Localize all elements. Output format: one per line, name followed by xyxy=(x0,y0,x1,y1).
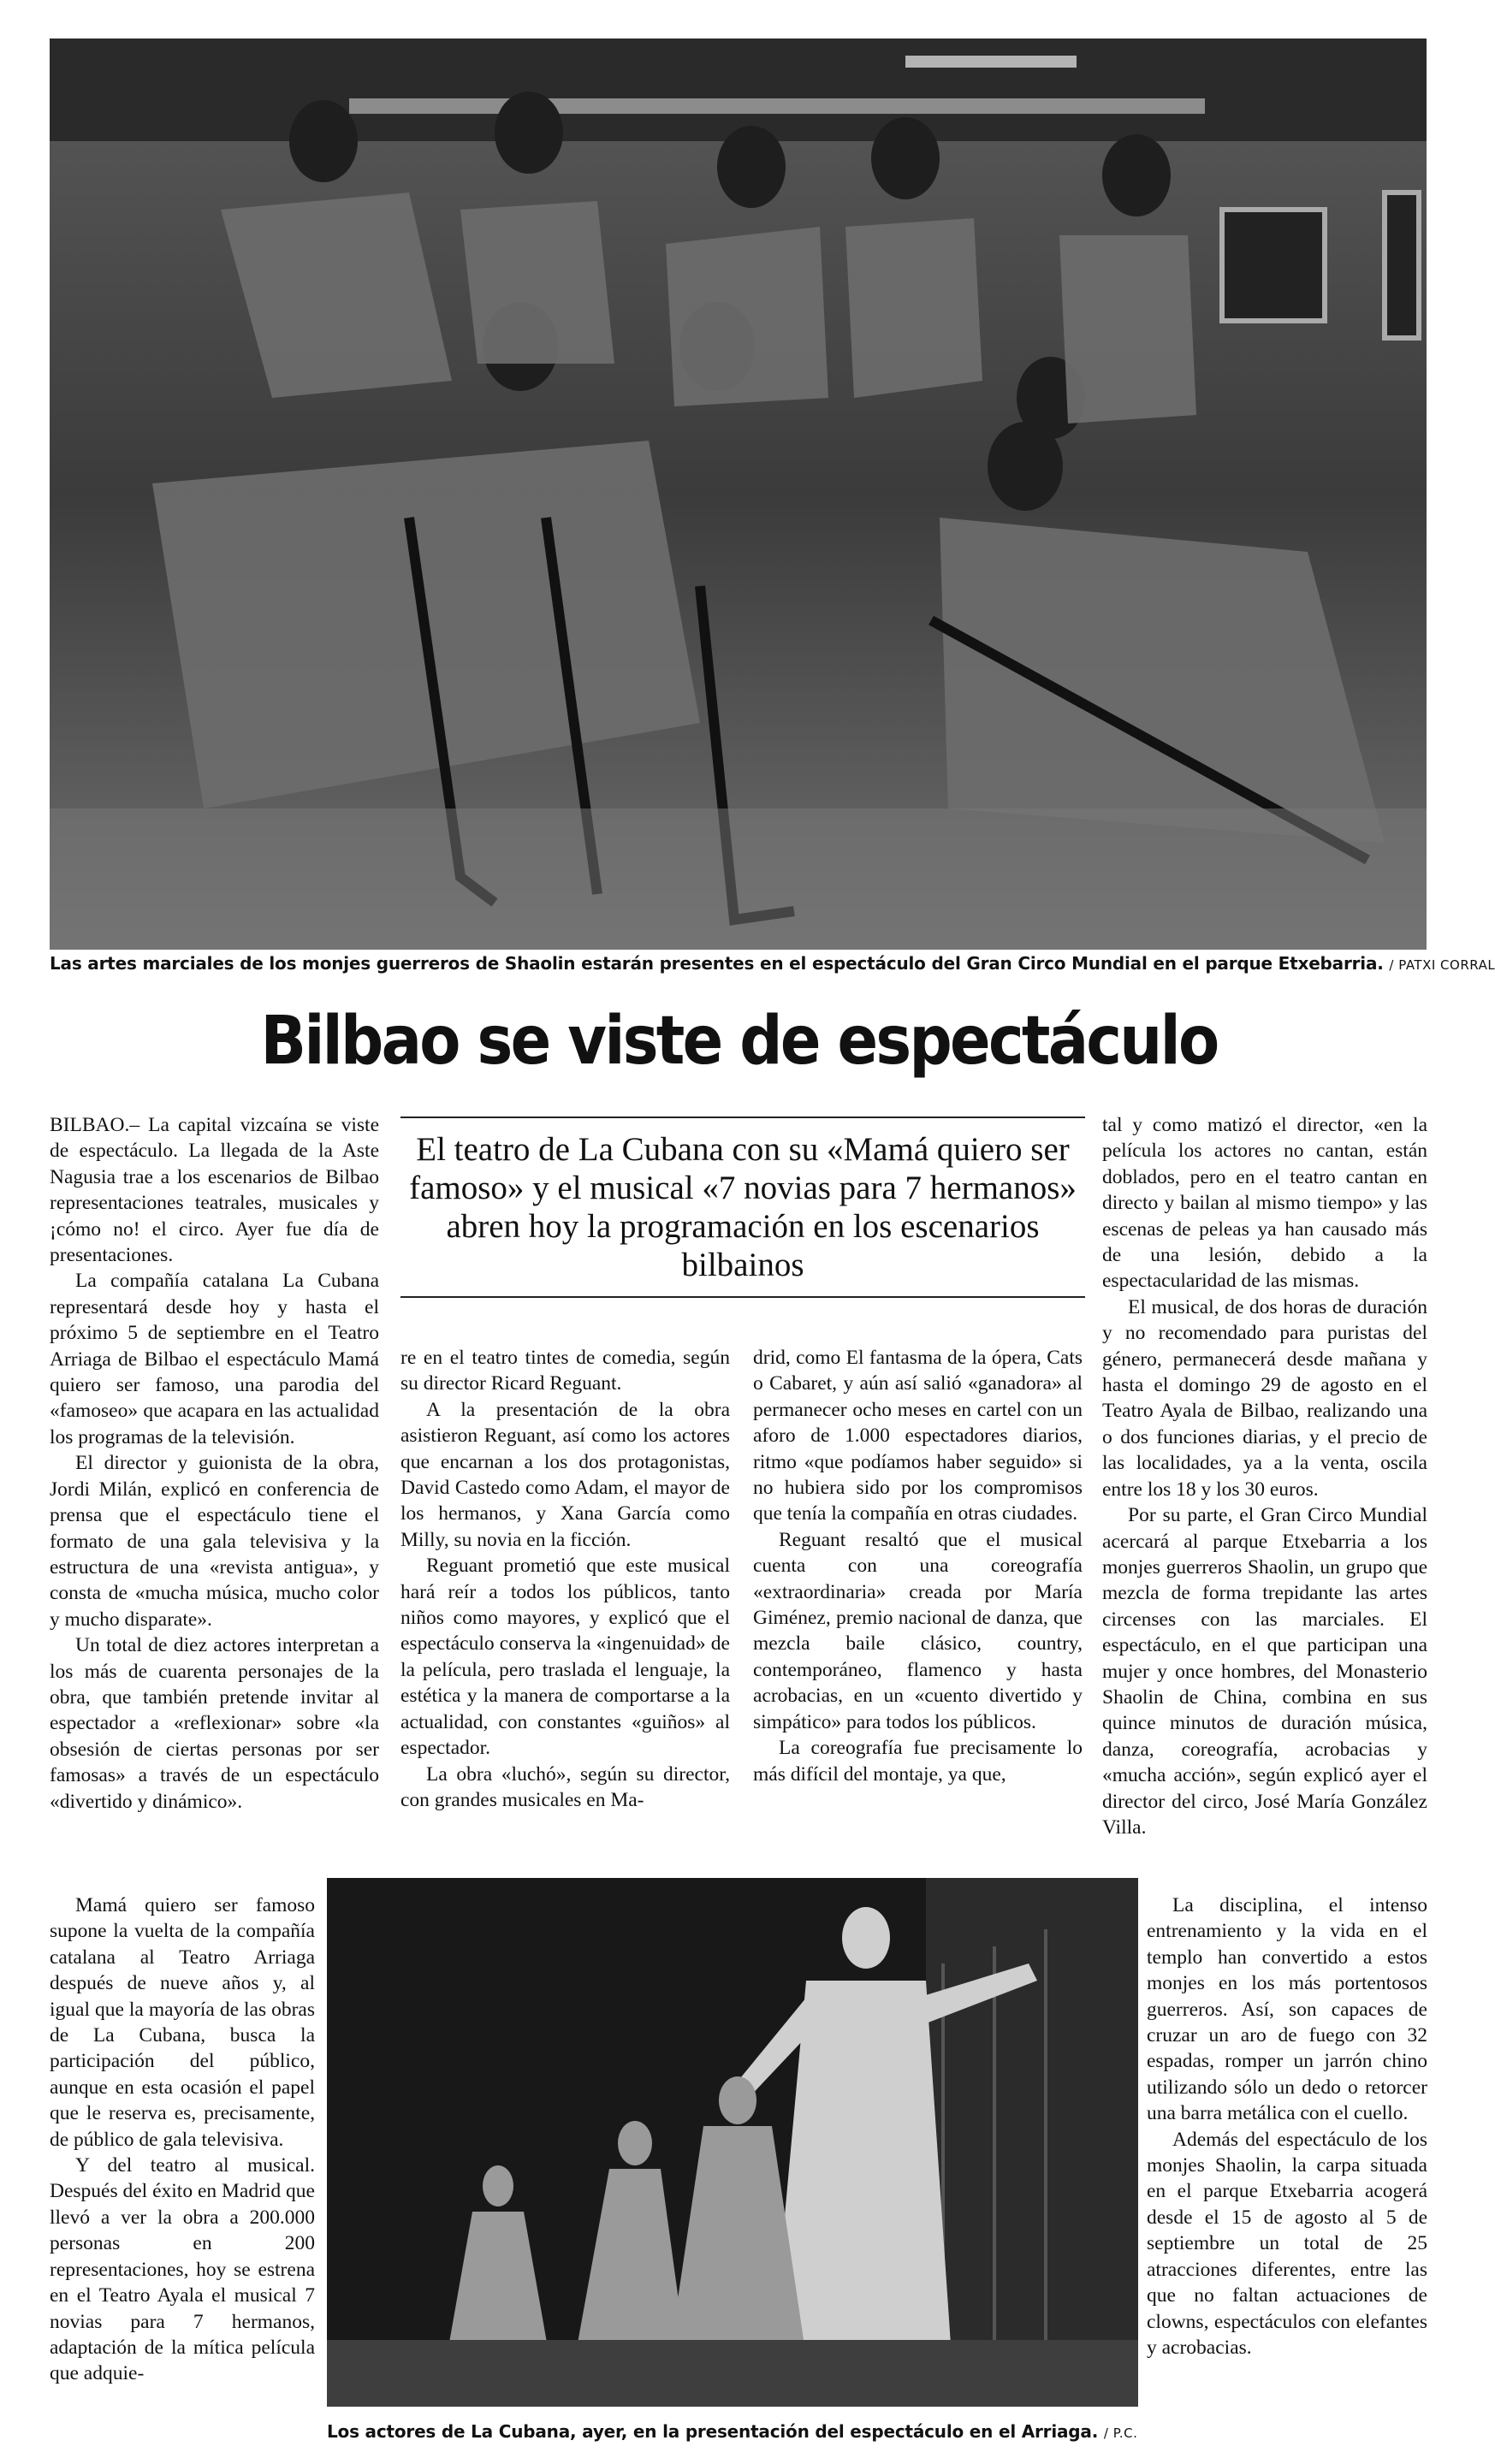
paragraph: Reguant prometió que este musical hará reír a todos los públicos, tanto niños como mayores, y explicó que el espectáculo conserva la «ingenuidad» de la película, pero traslada el lenguaje, la estética y la manera de comportarse a la actualidad, con constantes «guiños» al espectador. xyxy=(400,1555,730,1760)
paragraph: La compañía catalana La Cubana representará desde hoy y hasta el próximo 5 de septiembre en el Teatro Arriaga de Bilbao el espectáculo Mamá quiero ser famoso, una parodia del «famoseo» que acapara en las actualidad los programas de la televisión. xyxy=(50,1270,379,1448)
bottom-photo xyxy=(327,1878,1138,2407)
top-photo xyxy=(50,38,1427,950)
bottom-caption-credit: / P.C. xyxy=(1103,2426,1138,2441)
headline: Bilbao se viste de espectáculo xyxy=(260,1003,1218,1080)
paragraph: La obra «luchó», según su director, con grandes musicales en Ma- xyxy=(400,1762,730,1811)
monks-photo-illustration xyxy=(50,38,1427,950)
bottom-photo-caption xyxy=(327,2421,1137,2442)
paragraph: Un total de diez actores interpretan a los más de cuarenta personajes de la obra, que también pretende invitar al espectador a «reflexionar» sobre «la obsesión de ciertas personas por ser famosas» a través de un espectáculo «divertido y dinámico». xyxy=(50,1634,379,1813)
paragraph: Reguant resaltó que el musical cuenta con una coreografía «extraordinaria» creada por María Giménez, premio nacional de danza, que mezcla baile clásico, country, contemporáneo, flamenco y hasta acrobacias, en un «cuento divertido y simpático» para todos los públicos. xyxy=(753,1528,1083,1733)
paragraph: A la presentación de la obra asistieron Reguant, así como los actores que encarnan a los dos protagonistas, David Castedo como Adam, el mayor de los hermanos, y Xana García como Milly, su novia en la ficción. xyxy=(400,1398,730,1551)
stage-photo-illustration xyxy=(327,1878,1138,2407)
top-photo-caption xyxy=(50,953,1495,974)
paragraph: tal y como matizó el director, «en la película los actores no cantan, están doblados, pero en el teatro cantan en directo y bailan al mismo tiempo» y las escenas de peleas ya han causado más de una lesión, debido a la espectacularidad de las mismas. xyxy=(1102,1114,1427,1293)
paragraph: drid, como El fantasma de la ópera, Cats o Cabaret, y aún así salió «ganadora» al permanecer ocho meses en cartel con un aforo de 1.000 espectadores diarios, ritmo «que podíamos haber seguido» si no hubiera sido por los compromisos que tenía la compañía en otras ciudades. xyxy=(753,1347,1083,1525)
paragraph: Y del teatro al musical. Después del éxito en Madrid que llevó a ver la obra a 200.000 personas en 200 representaciones, hoy se estrena en el Teatro Ayala el musical 7 novias para 7 hermanos, adaptación de la mítica película que adquie- xyxy=(50,2154,315,2385)
top-caption-credit: / PATXI CORRAL xyxy=(1389,957,1495,973)
column-4-lower xyxy=(1147,1892,1427,2360)
paragraph: re en el teatro tintes de comedia, según su director Ricard Reguant. xyxy=(400,1347,730,1395)
column-3 xyxy=(753,1345,1083,1787)
bottom-caption-text: Los actores de La Cubana, ayer, en la presentación del espectáculo en el Arriaga. xyxy=(327,2421,1099,2442)
paragraph: Por su parte, el Gran Circo Mundial acercará al parque Etxebarria a los monjes guerreros Shaolin, un grupo que mezcla de forma trepidante las artes circenses con las marciales. El espectáculo, en el que participan una mujer y once hombres, del Monasterio Shaolin de China, combina en sus quince minutos de duración música, danza, coreografía, acrobacias y «mucha acción», según explicó ayer el director del circo, José María González Villa. xyxy=(1102,1504,1427,1839)
deck-subheadline: El teatro de La Cubana con su «Mamá quiero ser famoso» y el musical «7 novias para 7 hermanos» abren hoy la programación en los escenarios bilbainos xyxy=(400,1116,1085,1298)
paragraph: Además del espectáculo de los monjes Shaolin, la carpa situada en el parque Etxebarria acogerá desde el 15 de agosto al 5 de septiembre un total de 25 atracciones diferentes, entre las que no faltan actuaciones de clowns, espectáculos con elefantes y acrobacias. xyxy=(1147,2128,1427,2359)
column-1 xyxy=(50,1112,379,1815)
column-4 xyxy=(1102,1112,1427,1840)
paragraph: La coreografía fue precisamente lo más difícil del montaje, ya que, xyxy=(753,1737,1083,1786)
column-2 xyxy=(400,1345,730,1813)
paragraph: El musical, de dos horas de duración y no recomendado para puristas del género, permanecerá desde mañana y hasta el domingo 29 de agosto en el Teatro Ayala de Bilbao, realizando una o dos funciones diarias, y el precio de las localidades, ya a la venta, oscila entre los 18 y los 30 euros. xyxy=(1102,1295,1427,1501)
paragraph: Mamá quiero ser famoso supone la vuelta de la compañía catalana al Teatro Arriaga después de nueve años y, al igual que la mayoría de las obras de La Cubana, busca la participación del público, aunque en esta ocasión el papel que le reserva es, precisamente, de público de gala televisiva. xyxy=(50,1894,315,2151)
paragraph: BILBAO.– La capital vizcaína se viste de espectáculo. La llegada de la Aste Nagusia trae a los escenarios de Bilbao representaciones teatrales, musicales y ¡cómo no! el circo. Ayer fue día de presentaciones. xyxy=(50,1114,379,1267)
column-1-lower xyxy=(50,1892,315,2387)
top-caption-text: Las artes marciales de los monjes guerreros de Shaolin estarán presentes en el espectáculo del Gran Circo Mundial en el parque Etxebarria. xyxy=(50,953,1384,974)
paragraph: El director y guionista de la obra, Jordi Milán, explicó en conferencia de prensa que el espectáculo tiene el formato de una gala televisiva y la estructura de una «revista antigua», y consta de «mucha música, mucho color y mucho disparate». xyxy=(50,1452,379,1631)
paragraph: La disciplina, el intenso entrenamiento y la vida en el templo han convertido a estos monjes en los más portentosos guerreros. Así, son capaces de cruzar un aro de fuego con 32 espadas, romper un jarrón chino utilizando sólo un dedo o retorcer una barra metálica con el cuello. xyxy=(1147,1894,1427,2125)
